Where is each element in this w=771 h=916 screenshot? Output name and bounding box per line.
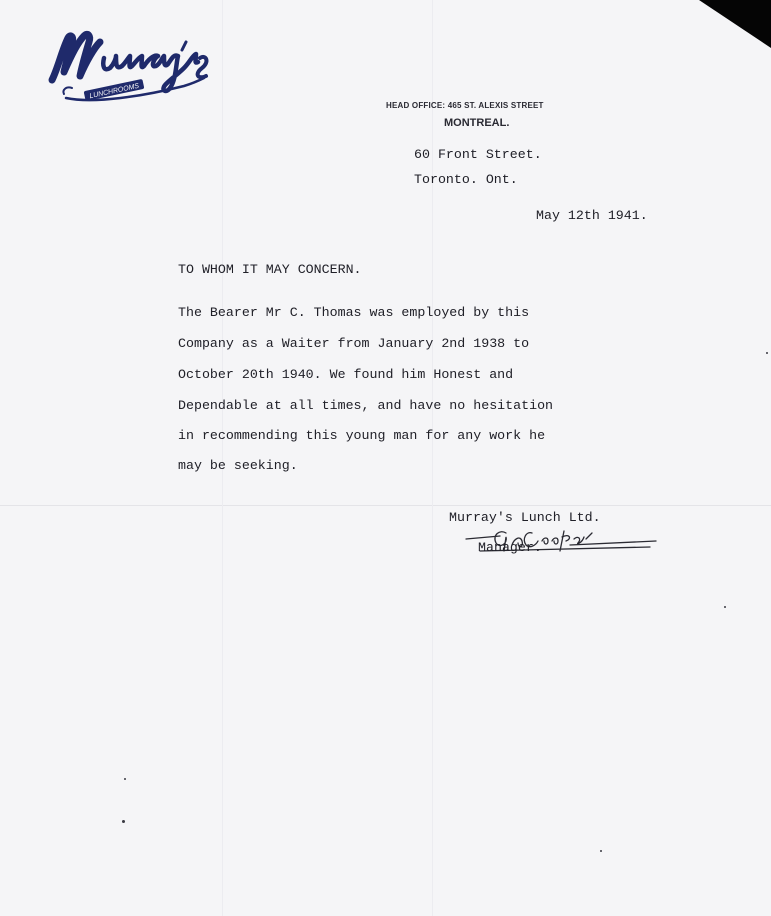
company-signoff: Murray's Lunch Ltd. xyxy=(449,510,601,525)
body-line: Dependable at all times, and have no hesitation xyxy=(178,398,554,413)
paper-speck xyxy=(122,820,125,823)
address-line-2: Toronto. Ont. xyxy=(414,172,518,187)
body-line: in recommending this young man for any work he xyxy=(178,428,546,443)
paper-speck xyxy=(124,778,126,780)
head-office-city: MONTREAL. xyxy=(444,117,510,129)
paper-speck xyxy=(600,850,602,852)
logo-subtext: LUNCHROOMS xyxy=(88,82,140,101)
paper-speck xyxy=(766,352,768,354)
salutation: TO WHOM IT MAY CONCERN. xyxy=(178,262,362,277)
paper-speck xyxy=(724,606,726,608)
address-line-1: 60 Front Street. xyxy=(414,147,542,162)
signatory-title: Manager. xyxy=(478,540,542,555)
body-line: The Bearer Mr C. Thomas was employed by this xyxy=(178,305,530,320)
horizontal-fold xyxy=(0,505,771,506)
body-line: may be seeking. xyxy=(178,458,298,473)
letter-date: May 12th 1941. xyxy=(536,208,648,223)
torn-corner xyxy=(691,0,771,50)
body-line: October 20th 1940. We found him Honest and xyxy=(178,367,514,382)
vertical-fold-right xyxy=(432,0,433,916)
murrays-logo xyxy=(44,28,216,110)
head-office-address: HEAD OFFICE: 465 ST. ALEXIS STREET xyxy=(386,101,544,110)
body-line: Company as a Waiter from January 2nd 1938 to xyxy=(178,336,530,351)
